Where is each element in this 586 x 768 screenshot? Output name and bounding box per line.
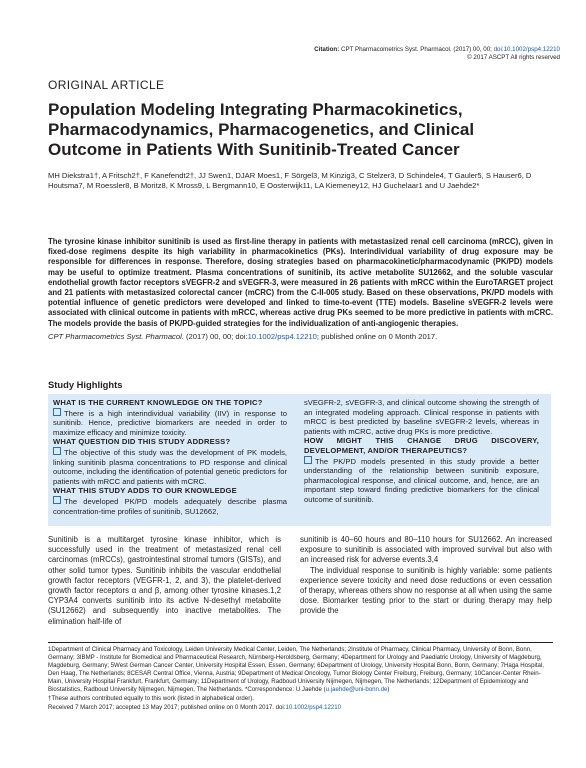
highlight-answer-2-text: The objective of this study was the development of PK models, linking sunitinib plasma concentrations to PD response and clinical outcome, including the identification of potential genetic predictors for patients with mRCC and patients with mCRC. — [53, 447, 287, 486]
citation-header — [260, 46, 560, 62]
received-doi-link[interactable]: 10.1002/psp4.12210 — [285, 704, 342, 711]
abstract-citation — [48, 332, 553, 342]
body-right-paragraph-2: The individual response to sunitinib is highly variable: some patients experience severe toxicity and need dose reductions or even cessation of therapy, whereas others show no response at all when using the same dose. Biomarker testing prior to the start or during therapy may help provide the — [300, 565, 552, 616]
body-right-paragraph-1: sunitinib is 40–60 hours and 80–110 hours for SU12662. An increased exposure to sunitinib is associated with improved survival but also with an increased risk for adverse events.3,4 — [300, 535, 552, 565]
footnotes — [48, 642, 553, 712]
highlight-question-2: WHAT QUESTION DID THIS STUDY ADDRESS? — [53, 437, 231, 447]
checkbox-icon — [53, 447, 61, 455]
highlight-answer-1-text: There is a high interindividual variability (IIV) in response to sunitinib. Hence, predictive biomarkers are needed in order to maximize efficacy and minimize toxicity. — [53, 408, 287, 437]
highlight-answer-2 — [53, 447, 287, 486]
highlight-answer-3 — [53, 496, 287, 516]
study-highlights-box — [48, 394, 551, 526]
abstract-citation-published: ; published online on 0 Month 2017. — [316, 332, 438, 341]
abstract-citation-text: (2017) 00, 00; doi: — [183, 332, 248, 341]
checkbox-icon — [53, 408, 61, 416]
abstract-doi-link[interactable]: 10.1002/psp4.12210 — [247, 332, 317, 341]
equal-contribution-note: †These authors contributed equally to this work (listed in alphabetical order). — [48, 695, 254, 702]
citation-label: Citation: — [314, 46, 340, 53]
highlight-answer-4 — [304, 456, 539, 505]
study-highlights-heading: Study Highlights — [48, 379, 123, 390]
body-left-column: Sunitinib is a multitarget tyrosine kinase inhibitor, which is successfully used in the treatment of metastasized renal cell carcinomas (mRCCs), gastrointestinal stromal tumors (GISTs), and other solid tumor types. Sunitinib inhibits the vascular endothelial growth factor receptors (VEGFR-1, 2, and 3), the platelet-derived growth factor receptors α and β, among other tyrosine kinases.1,2 CYP3A4 converts sunitinib into its active N-desethyl metabolite (SU12662) and subsequently into inactive metabolites. The elimination half-life of — [48, 535, 281, 626]
affiliations-end: ) — [387, 686, 390, 693]
correspondence-email-link[interactable]: u.jaehde@uni-bonn.de — [325, 686, 388, 693]
highlight-answer-3-continued: sVEGFR-2, sVEGFR-3, and clinical outcome showing the strength of an integrated modeling approach. Clinical response in patients with mRCC is best predicted by baseline sVEGFR-2 levels, whereas in patients with mCRC, active drug PKs is more predictive. — [304, 398, 539, 436]
highlights-left-column — [53, 398, 287, 516]
highlight-question-3: WHAT THIS STUDY ADDS TO OUR KNOWLEDGE — [53, 486, 237, 496]
body-right-column — [300, 535, 552, 617]
highlight-answer-4-text: The PK/PD models presented in this study provide a better understanding of the relationship between sunitinib exposure, pharmacological response, and clinical outcome, and, hence, are an important step toward finding predictive biomarkers for the clinical outcome of sunitinib. — [304, 456, 539, 504]
abstract-citation-journal: CPT Pharmacometrics Syst. Pharmacol. — [48, 332, 184, 341]
received-dates — [48, 704, 553, 712]
copyright-line: © 2017 ASCPT All rights reserved — [467, 54, 560, 61]
checkbox-icon — [53, 496, 61, 504]
article-title: Population Modeling Integrating Pharmacokinetics, Pharmacodynamics, Pharmacogenetics, and Clinical Outcome in Patients With Sunitinib-Treated Cancer — [48, 100, 475, 159]
highlight-question-1: WHAT IS THE CURRENT KNOWLEDGE ON THE TOPIC? — [53, 398, 263, 407]
citation-journal: CPT Pharmacometrics Syst. Pharmacol. (2017) 00, 00; — [341, 46, 492, 53]
affiliations-text: 1Department of Clinical Pharmacy and Toxicology, Leiden University Medical Center, Leiden, The Netherlands; 2Institute of Pharmacy, Clinical Pharmacy, University of Bonn, Bonn, Germany; 3IBMP - Institute for Biomedical and Pharmaceutical Research, Nürnberg-Heroldsberg, Germany; 4Department for Urology and Paediatric Urology, University of Magdeburg, Magdeburg, Germany; 5West German Cancer Center, University Hospital Essen, Essen, Germany; 6Department of Urology, University Hospital Bonn, Bonn, Germany; 7Haga Hospital, Den Haag, The Netherlands; 8CESAR Central Office, Vienna, Austria; 9Department of Medical Oncology, Tumor Biology Center Freiburg, Freiburg, Germany; 10Cancer-Center Rhein-Main, University Hospital Frankfurt, Frankfurt, Germany; 11Department of Urology, Radboud University Nijmegen, Nijmegen, The Netherlands; 12Department of Epidemiology and Biostatistics, Radboud University Nijmegen, Nijmegen, The Netherlands. *Correspondence: U Jaehde ( — [48, 646, 544, 693]
highlight-question-4: HOW MIGHT THIS CHANGE DRUG DISCOVERY, DEVELOPMENT, AND/OR THERAPEUTICS? — [304, 436, 539, 455]
checkbox-icon — [304, 456, 312, 464]
received-dates-text: Received 7 March 2017; accepted 13 May 2017; published online on 0 Month 2017. doi: — [48, 704, 286, 711]
highlight-answer-3-text: The developed PK/PD models adequately describe plasma concentration-time profiles of sunitinib, SU12662, — [53, 496, 287, 516]
author-list: MH Diekstra1†, A Fritsch2†, F Kanefendt2†, JJ Swen1, DJAR Moes1, F Sörgel3, M Kinzig3, C Stelzer3, D Schindele4, T Gauler5, S Hauser6, D Houtsma7, M Roessler8, B Moritz8, K Mross9, L Bergmann10, E Oosterwijk11, LA Kiemeney12, HJ Guchelaar1 and U Jaehde2* — [48, 171, 532, 191]
highlight-answer-1 — [53, 408, 287, 438]
highlights-right-column — [304, 398, 539, 505]
abstract: The tyrosine kinase inhibitor sunitinib is used as first-line therapy in patients with metastasized renal cell carcinoma (mRCC), given in fixed-dose regimens despite its high variability in pharmacokinetics (PKs). Interindividual variability of drug exposure may be responsible for differences in response. Therefore, dosing strategies based on pharmacokinetic/pharmacodynamic (PK/PD) models may be useful to optimize treatment. Plasma concentrations of sunitinib, its active metabolite SU12662, and the soluble vascular endothelial growth factor receptors sVEGFR-2 and sVEGFR-3, were measured in 26 patients with mRCC within the EuroTARGET project and 21 patients with metastasized colorectal cancer (mCRC) from the C-II-005 study. Based on these observations, PK/PD models with potential influence of genetic predictors were developed and linked to time-to-event (TTE) models. Baseline sVEGFR-2 levels were associated with clinical outcome in patients with mRCC, whereas active drug PKs seemed to be more predictive in patients with mCRC. The models provide the basis of PK/PD-guided strategies for the individualization of anti-angiogenic therapies. — [48, 237, 553, 328]
citation-doi-link[interactable]: doi:10.1002/psp4.12210 — [493, 46, 560, 53]
article-type: ORIGINAL ARTICLE — [48, 78, 165, 92]
